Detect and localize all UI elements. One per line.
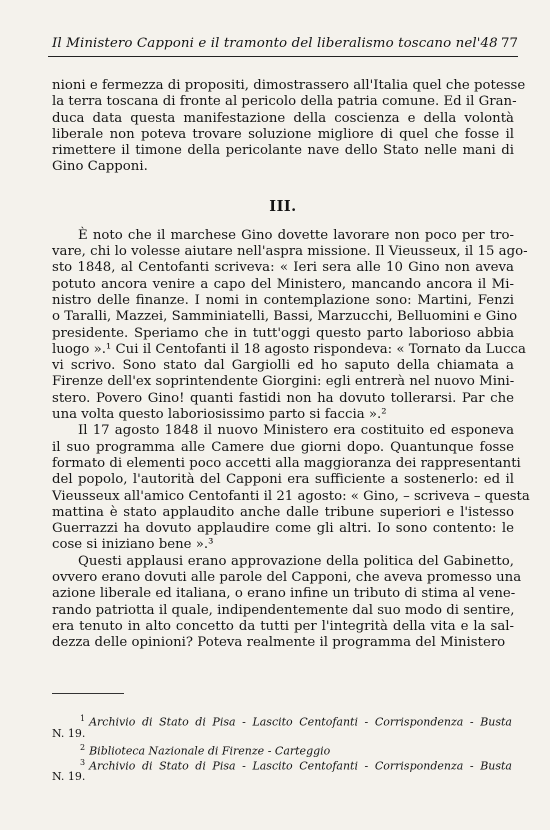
page-header: [0, 28, 550, 56]
footnote-number: 1: [80, 714, 86, 723]
text-line: la terra toscana di fronte al pericolo della patria comune. Ed il Gran-: [52, 94, 517, 110]
text-line: Gino Capponi.: [52, 159, 148, 175]
text-line: o Taralli, Mazzei, Samminiatelli, Bassi, Marzucchi, Belluomini e Gino: [52, 309, 518, 325]
text-line: Guerrazzi ha dovuto applaudire come gli altri. Io sono contento: le: [52, 521, 514, 537]
text-line: sto 1848, al Centofanti scriveva: « Ieri sera alle 10 Gino non aveva: [52, 260, 514, 276]
text-line: stero. Povero Gino! quanti fastidi non ha dovuto tollerarsi. Par che: [52, 390, 514, 406]
text-line: azione liberale ed italiana, o erano infine un tributo di stima al vene-: [52, 586, 516, 602]
text-line: nistro delle finanze. I nomi in contemplazione sono: Martini, Fenzi: [52, 292, 514, 308]
text-line: formato di elementi poco accetti alla maggioranza dei rappresentanti: [52, 455, 521, 471]
text-line: nioni e fermezza di propositi, dimostrassero all'Italia quel che potesse: [52, 78, 526, 93]
footnote-text: Biblioteca Nazionale di Firenze - Carteggio: [89, 744, 331, 758]
text-line: rimettere il timone della pericolante nave dello Stato nelle mani di: [52, 143, 514, 159]
header-rule: [48, 56, 518, 57]
section-heading: III.: [269, 197, 297, 215]
text-line: duca data questa manifestazione della coscienza e della volontà: [52, 110, 514, 126]
page-number: 77: [501, 36, 519, 51]
text-line: Il 17 agosto 1848 il nuovo Ministero era costituito ed esponeva: [78, 423, 514, 439]
footnote-line: [52, 756, 512, 771]
text-line: cose si iniziano bene ».³: [52, 537, 214, 553]
text-line: del popolo, l'autorità del Capponi era sufficiente a sostenerlo: ed il: [52, 472, 514, 488]
text-line: presidente. Speriamo che in tutt'oggi questo parto laborioso abbia: [52, 325, 514, 341]
footnote-line: [52, 712, 512, 727]
footnote-continuation: N. 19.: [52, 770, 86, 783]
text-line: luogo ».¹ Cui il Centofanti il 18 agosto rispondeva: « Tornato da Lucca: [52, 341, 526, 357]
text-line: mattina è stato applaudito anche dalle tribune superiori e l'istesso: [52, 504, 514, 520]
text-line: era tenuto in alto concetto da tutti per l'integrità della vita e la sal-: [52, 618, 514, 634]
intro-paragraph: [52, 78, 526, 176]
footnotes: [52, 712, 512, 785]
footnote-text: Archivio di Stato di Pisa - Lascito Centofanti - Corrispondenza - Busta: [89, 759, 512, 773]
text-line: Firenze dell'ex soprintendente Giorgini: egli entrerà nel nuovo Mini-: [52, 374, 515, 390]
text-line: Questi applausi erano approvazione della politica del Gabinetto,: [78, 553, 514, 569]
section-text: [52, 227, 530, 652]
footnote-text: Archivio di Stato di Pisa - Lascito Centofanti - Corrispondenza - Busta: [89, 715, 512, 729]
footnote-continuation: N. 19.: [52, 726, 86, 740]
footnote-number: 2: [80, 743, 86, 752]
footnote-number: 3: [80, 757, 86, 767]
text-line: Vieusseux all'amico Centofanti il 21 agosto: « Gino, – scriveva – questa: [52, 488, 530, 504]
text-line: rando patriotta il quale, indipendentemente dal suo modo di sentire,: [52, 602, 515, 618]
footnote-line: [52, 741, 512, 756]
text-line: liberale non poteva trovare soluzione migliore di quel che fosse il: [52, 126, 514, 142]
running-title: Il Ministero Capponi e il tramonto del liberalismo toscano nel'48: [52, 36, 498, 51]
footnote-rule: [52, 693, 124, 694]
text-line: È noto che il marchese Gino dovette lavorare non poco per tro-: [78, 227, 514, 243]
text-line: potuto ancora venire a capo del Ministero, mancando ancora il Mi-: [52, 276, 514, 292]
text-line: vare, chi lo volesse aiutare nell'aspra missione. Il Vieusseux, il 15 ago-: [52, 244, 528, 260]
text-line: dezza delle opinioni? Poteva realmente il programma del Ministero: [52, 635, 506, 651]
text-line: una volta questo laboriosissimo parto si faccia ».²: [52, 407, 387, 423]
text-line: vi scrivo. Sono stato dal Gargiolli ed ho saputo della chiamata a: [52, 358, 514, 374]
text-line: il suo programma alle Camere due giorni dopo. Quantunque fosse: [52, 439, 514, 455]
body-text: [52, 78, 530, 652]
text-line: ovvero erano dovuti alle parole del Capponi, che aveva promesso una: [52, 570, 522, 586]
